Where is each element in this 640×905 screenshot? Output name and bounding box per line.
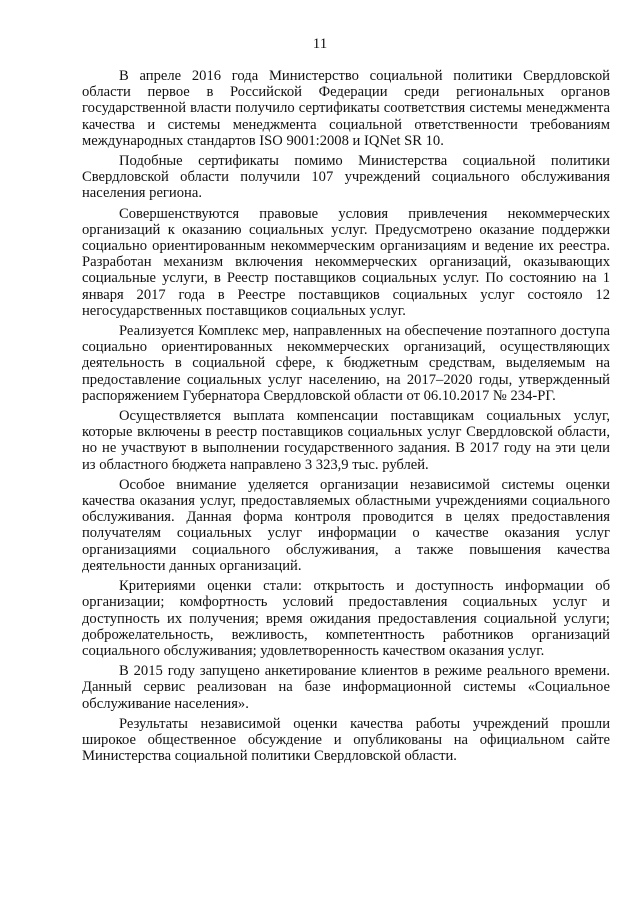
paragraph: В апреле 2016 года Министерство социальной политики Свердловской области первое в Российской Федерации среди региональных органов государственной власти получило сертификаты соответствия системы менеджмента качества и системы менеджмента социальной ответственности требованиям международных стандартов ISO 9001:2008 и IQNet SR 10. — [82, 68, 610, 149]
paragraph: Критериями оценки стали: открытость и доступность информации об организации; комфортность условий предоставления социальных услуг и доступность их получения; время ожидания предоставления социальной услуги; доброжелательность, вежливость, компетентность работников организаций социального обслуживания; удовлетворенность качеством оказания услуг. — [82, 578, 610, 659]
paragraph: Особое внимание уделяется организации независимой системы оценки качества оказания услуг, предоставляемых областными учреждениями социального обслуживания. Данная форма контроля проводится в целях предоставления получателям социальных услуг информации о качестве оказания услуг организациями социального обслуживания, а также повышения качества деятельности данных организаций. — [82, 476, 610, 574]
paragraph: Осуществляется выплата компенсации поставщикам социальных услуг, которые включены в реестр поставщиков социальных услуг Свердловской области, но не участвуют в выполнении государственного задания. В 2017 году на эти цели из областного бюджета направлено 3 323,9 тыс. рублей. — [82, 408, 610, 473]
body-text — [82, 68, 610, 768]
paragraph: Реализуется Комплекс мер, направленных на обеспечение поэтапного доступа социально ориентированных некоммерческих организаций, осуществляющих деятельность в социальной сфере, к бюджетным средствам, выделяемым на предоставление социальных услуг населению, на 2017–2020 годы, утвержденный распоряжением Губернатора Свердловской области от 06.10.2017 № 234-РГ. — [82, 323, 610, 404]
paragraph: Совершенствуются правовые условия привлечения некоммерческих организаций к оказанию социальных услуг. Предусмотрено оказание поддержки социально ориентированным некоммерческим организациям и ведение их реестра. Разработан механизм включения некоммерческих организаций, оказывающих социальные услуги, в Реестр поставщиков социальных услуг. По состоянию на 1 января 2017 года в Реестре поставщиков социальных услуг состояло 12 негосударственных поставщиков социальных услуг. — [82, 205, 610, 319]
paragraph: Подобные сертификаты помимо Министерства социальной политики Свердловской области получили 107 учреждений социального обслуживания населения региона. — [82, 153, 610, 202]
paragraph: В 2015 году запущено анкетирование клиентов в режиме реального времени. Данный сервис реализован на базе информационной системы «Социальное обслуживание населения». — [82, 663, 610, 712]
paragraph: Результаты независимой оценки качества работы учреждений прошли широкое общественное обсуждение и опубликованы на официальном сайте Министерства социальной политики Свердловской области. — [82, 715, 610, 765]
page-number: 11 — [312, 36, 328, 52]
